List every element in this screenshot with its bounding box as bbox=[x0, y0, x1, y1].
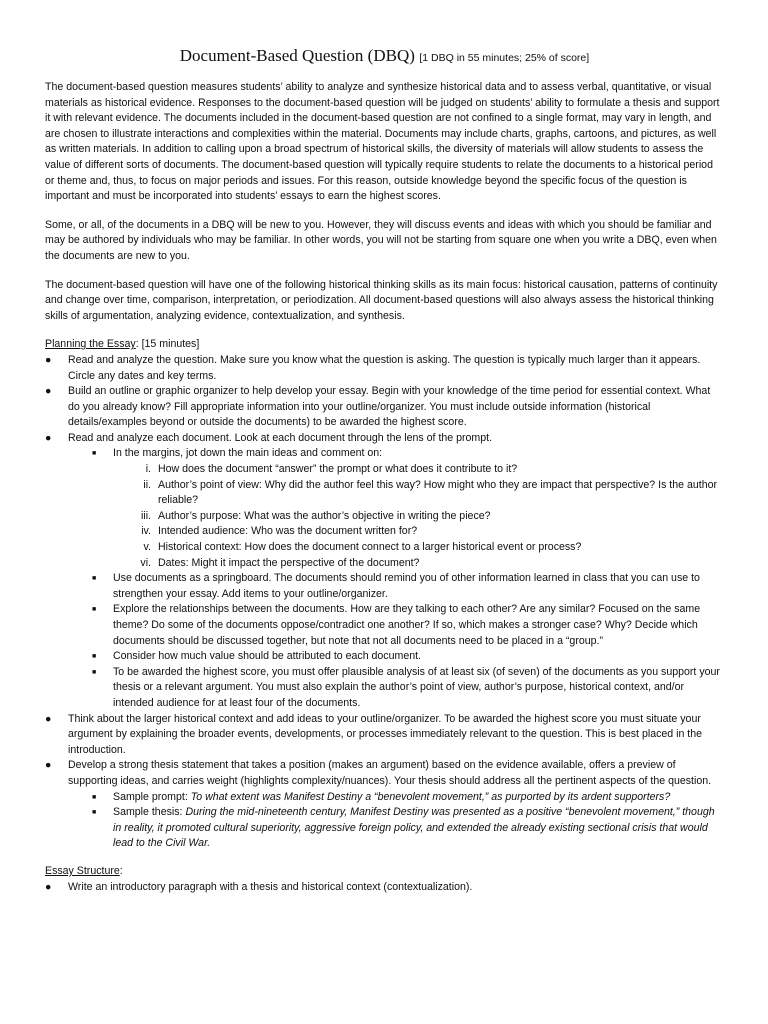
list-item bbox=[45, 712, 724, 759]
roman-numeral: i. bbox=[145, 463, 151, 476]
list-item bbox=[45, 880, 724, 896]
square-bullet-icon: ■ bbox=[92, 653, 97, 661]
roman-list-item bbox=[45, 509, 724, 525]
list-item bbox=[45, 384, 724, 431]
list-item-text: Develop a strong thesis statement that takes a position (makes an argument) based on the evidence available, offers a preview of supporting ideas, and carries weight (highlights complexity/nuances). Your thesis should address all the pertinent aspects of the question. bbox=[68, 759, 712, 787]
square-bullet-icon: ■ bbox=[92, 450, 97, 458]
sub-list-item bbox=[45, 790, 724, 806]
roman-numeral: v. bbox=[143, 541, 151, 554]
intro-paragraph-2: Some, or all, of the documents in a DBQ will be new to you. However, they will discuss events and ideas with which you should be familiar and may be authored by individuals who may be familiar. In other words, you will not be starting from square one when you write a DBQ, even when the documents are new to you. bbox=[45, 218, 717, 262]
list-item bbox=[45, 353, 724, 384]
sub-list-item-text: To be awarded the highest score, you must offer plausible analysis of at least six (of seven) of the documents as you support your thesis or a relevant argument. You must also explain the author’s point of view, author’s purpose, historical context, and/or intended audience for at least four of the documents. bbox=[113, 665, 720, 709]
square-bullet-icon: ■ bbox=[92, 793, 97, 801]
intro-paragraph-1: The document-based question measures students’ ability to analyze and synthesize historical data and to assess verbal, quantitative, or visual materials as historical evidence. Responses to the document-based question will be judged on students’ ability to formulate a thesis and support it with relevant evidence. The documents included in the document-based question are not confined to a single format, may vary in length, and are chosen to illustrate interactions and complexities within the material. Documents may include charts, graphs, cartoons, and pictures, as well as written materials. In addition to calling upon a broad spectrum of historical skills, the diversity of materials will allow students to assess the value of different sorts of documents. The document-based question will typically require students to relate the documents to a historical period or theme and, thus, to focus on major periods and issues. For this reason, outside knowledge beyond the specific focus of the question is important and must be incorporated into students’ essays to earn the highest scores. bbox=[45, 81, 720, 203]
sub-list-item-text: Consider how much value should be attributed to each document. bbox=[113, 650, 421, 663]
section-gap bbox=[45, 852, 724, 864]
bullet-icon: ● bbox=[45, 759, 52, 772]
roman-item-text: Historical context: How does the document connect to a larger historical event or process? bbox=[158, 541, 582, 554]
bullet-icon: ● bbox=[45, 880, 52, 893]
title-note: [1 DBQ in 55 minutes; 25% of score] bbox=[419, 52, 590, 64]
bullet-icon: ● bbox=[45, 712, 52, 725]
roman-list-item bbox=[45, 478, 724, 509]
list-item-text: Think about the larger historical context and add ideas to your outline/organizer. To be awarded the highest score you must situate your argument by explaining the broader events, developments, or processes immediately relevant to the question. This is best placed in the introduction. bbox=[68, 712, 703, 756]
bullet-icon: ● bbox=[45, 385, 52, 398]
square-bullet-icon: ■ bbox=[92, 575, 97, 583]
structure-heading-label: Essay Structure bbox=[45, 864, 120, 877]
intro-paragraph-3: The document-based question will have one of the following historical thinking skills as its main focus: historical causation, patterns of continuity and change over time, comparison, interpretation, or periodization. All document-based questions will also always assess the historical thinking skills of argumentation, analyzing evidence, contextualization, and synthesis. bbox=[45, 278, 718, 322]
planning-heading-label: Planning the Essay bbox=[45, 338, 136, 351]
roman-item-text: Intended audience: Who was the document written for? bbox=[158, 525, 418, 538]
roman-item-text: Author’s purpose: What was the author’s objective in writing the piece? bbox=[158, 509, 491, 522]
bullet-icon: ● bbox=[45, 353, 52, 366]
sample-thesis-text: During the mid-nineteenth century, Manifest Destiny was presented as a positive “benevolent movement,” though in reality, it promoted cultural superiority, aggressive foreign policy, and extended the already existing sectional crisis that would lead to the Civil War. bbox=[113, 806, 715, 850]
sub-list-item bbox=[45, 665, 724, 712]
sample-prompt-label: Sample prompt: bbox=[113, 790, 191, 803]
roman-numeral: vi. bbox=[140, 556, 151, 569]
structure-heading bbox=[45, 864, 724, 880]
sub-list-item bbox=[45, 571, 724, 602]
roman-list-item bbox=[45, 462, 724, 478]
list-item-text: Read and analyze each document. Look at each document through the lens of the prompt. bbox=[68, 431, 493, 444]
sub-list-item bbox=[45, 446, 724, 462]
title-main: Document-Based Question (DBQ) bbox=[179, 46, 415, 65]
list-item-text: Build an outline or graphic organizer to help develop your essay. Begin with your knowledge of the time period for essential context. What do you already know? Fill appropriate information into your outline/organizer. You must include outside information (historical details/examples beyond or outside the documents) to be awarded the highest score. bbox=[68, 385, 711, 429]
sub-list-item bbox=[45, 649, 724, 665]
bullet-icon: ● bbox=[45, 431, 52, 444]
square-bullet-icon: ■ bbox=[92, 668, 97, 676]
roman-item-text: Dates: Might it impact the perspective of the document? bbox=[158, 556, 420, 569]
sub-list-item bbox=[45, 602, 724, 649]
sub-list-item-text: Explore the relationships between the documents. How are they talking to each other? Are any similar? Focused on the same theme? Do some of the documents oppose/contradict one another? If so, which makes a stronger case? Why? Decide which documents should be discussed together, but note that not all documents need to be placed in a “group.” bbox=[113, 603, 701, 647]
sub-list-item bbox=[45, 805, 724, 852]
list-item-text: Write an introductory paragraph with a thesis and historical context (contextualization). bbox=[68, 880, 473, 893]
roman-numeral: iii. bbox=[140, 509, 151, 522]
roman-item-text: Author’s point of view: Why did the author feel this way? How might who they are impact that perspective? Is the author reliable? bbox=[158, 478, 718, 507]
roman-list-item bbox=[45, 540, 724, 556]
list-item bbox=[45, 758, 724, 789]
sub-list-item-text: In the margins, jot down the main ideas and comment on: bbox=[113, 447, 383, 460]
square-bullet-icon: ■ bbox=[92, 606, 97, 614]
roman-numeral: ii. bbox=[143, 478, 151, 491]
list-item-text: Read and analyze the question. Make sure you know what the question is asking. The question is typically much larger than it appears. Circle any dates and key terms. bbox=[68, 353, 701, 382]
planning-heading bbox=[45, 337, 724, 353]
sample-thesis-label: Sample thesis: bbox=[113, 806, 186, 819]
square-bullet-icon: ■ bbox=[92, 809, 97, 817]
planning-heading-suffix: : [15 minutes] bbox=[135, 338, 200, 351]
sample-prompt-text: To what extent was Manifest Destiny a “benevolent movement,” as purported by its ardent supporters? bbox=[190, 790, 671, 803]
roman-numeral: iv. bbox=[141, 525, 151, 538]
structure-heading-suffix: : bbox=[119, 864, 123, 877]
roman-list-item bbox=[45, 524, 724, 540]
roman-list-item bbox=[45, 556, 724, 572]
list-item bbox=[45, 431, 724, 447]
roman-item-text: How does the document “answer” the prompt or what does it contribute to it? bbox=[158, 463, 518, 476]
sub-list-item-text: Use documents as a springboard. The documents should remind you of other information learned in class that you can use to strengthen your essay. Add items to your outline/organizer. bbox=[113, 572, 700, 600]
page-title bbox=[45, 46, 724, 66]
